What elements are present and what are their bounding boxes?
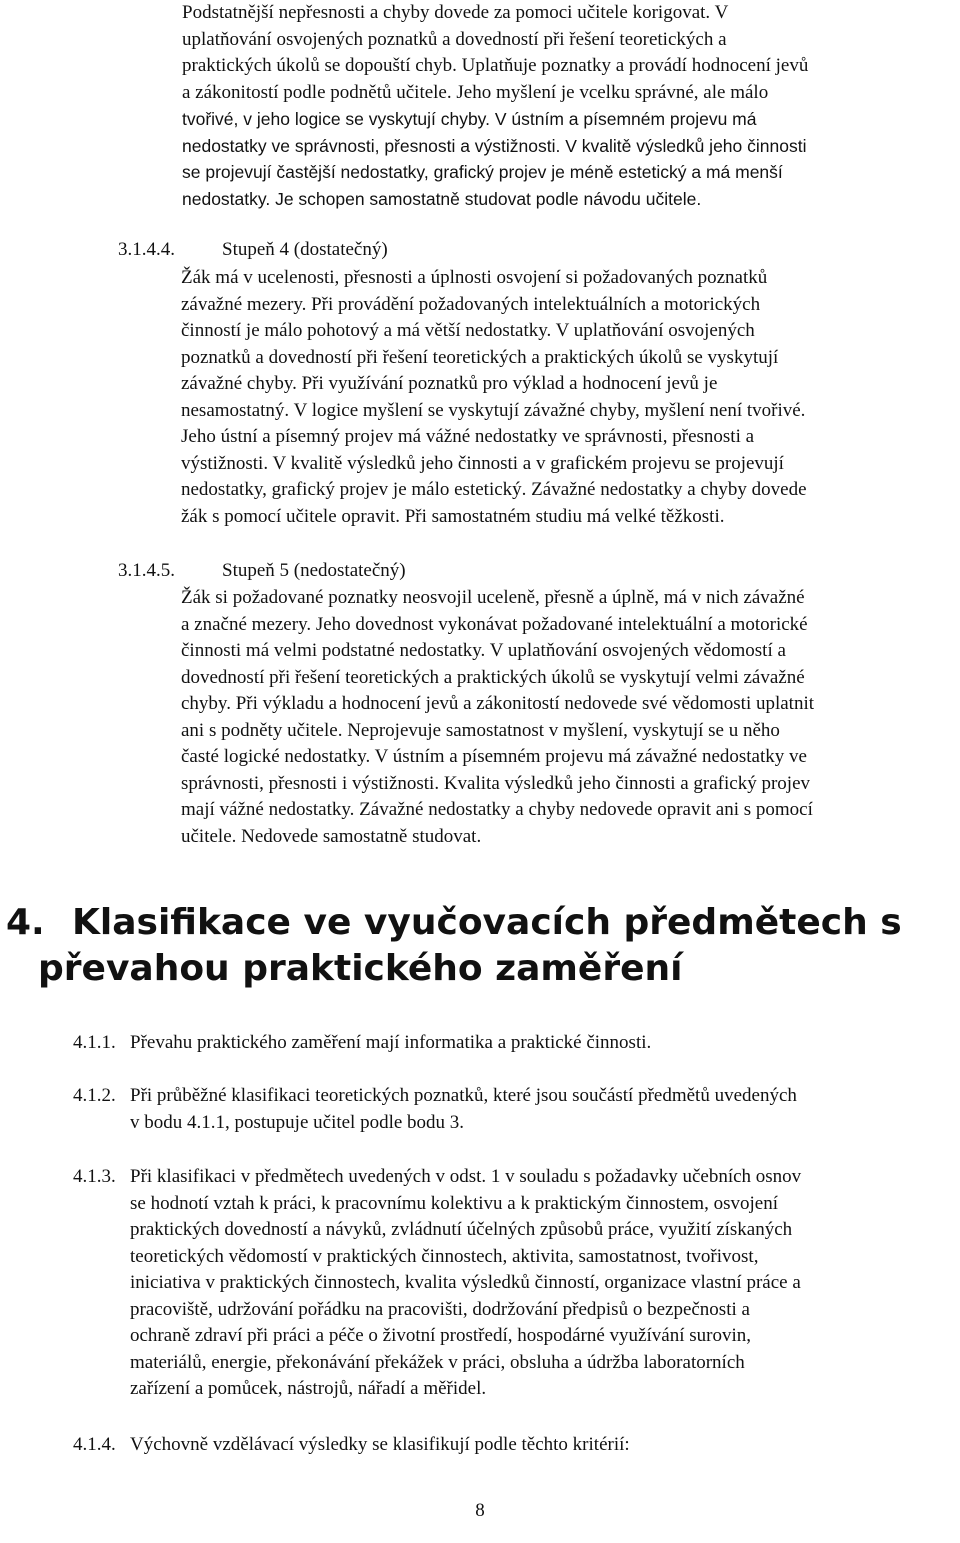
- text-line: a značné mezery. Jeho dovednost vykonávat požadované intelektuální a motorické: [181, 613, 808, 635]
- section-title: Stupeň 5 (nedostatečný): [222, 560, 406, 581]
- text-line: nedostatky, grafický projev je málo estetický. Závažné nedostatky a chyby dovede: [181, 479, 807, 500]
- text-line: Žák má v ucelenosti, přesnosti a úplnosti osvojení si požadovaných poznatků: [181, 267, 768, 288]
- text-line: ochraně zdraví při práci a péče o životní prostředí, hospodárné využívání surovin,: [130, 1325, 751, 1346]
- item-text: [130, 1432, 630, 1459]
- text-line: žák s pomocí učitele opravit. Při samostatném studiu má velké těžkosti.: [181, 505, 725, 527]
- text-line: Výchovně vzdělávací výsledky se klasifikují podle těchto kritérií:: [130, 1434, 630, 1455]
- text-line: praktických úkolů se dopouští chyb. Uplatňuje poznatky a provádí hodnocení jevů: [182, 55, 809, 76]
- text-line: ani s podněty učitele. Neprojevuje samostatnost v myšlení, vyskytují se u něho: [181, 719, 780, 741]
- chapter-heading: [6, 900, 956, 992]
- text-line: činností je málo pohotový a má větší nedostatky. V uplatňování osvojených: [181, 320, 755, 341]
- item-number: 4.1.1.: [73, 1032, 116, 1053]
- text-line: Převahu praktického zaměření mají informatika a praktické činnosti.: [130, 1032, 652, 1053]
- section-title: Stupeň 4 (dostatečný): [222, 239, 388, 260]
- text-line: pracoviště, udržování pořádku na pracovišti, dodržování předpisů o bezpečnosti a: [130, 1298, 750, 1320]
- text-line: uplatňování osvojených poznatků a dovedností při řešení teoretických a: [182, 28, 727, 50]
- text-line: praktických dovedností a návyků, zvládnutí účelných způsobů práce, využití získaných: [130, 1219, 793, 1240]
- text-line: časté logické nedostatky. V ústním a písemném projevu má závažné nedostatky ve: [181, 746, 807, 767]
- text-line: zařízení a pomůcek, nástrojů, nářadí a měřidel.: [130, 1378, 487, 1399]
- text-line: tvořivé, v jeho logice se vyskytují chyby. V ústním a písemném projevu má: [182, 109, 757, 129]
- text-line: správnosti, přesnosti i výstižnosti. Kvalita výsledků jeho činnosti a grafický projev: [181, 772, 811, 794]
- text-line: iniciativa v praktických činnostech, kvalita výsledků činností, organizace vlastní práce a: [130, 1272, 801, 1293]
- text-line: učitele. Nedovede samostatně studovat.: [181, 825, 482, 847]
- text-line: nedostatky ve správnosti, přesnosti a výstižnosti. V kvalitě výsledků jeho činnosti: [182, 135, 807, 156]
- text-line: materiálů, energie, překonávání překážek v práci, obsluha a údržba laboratorních: [130, 1351, 745, 1373]
- text-line: Jeho ústní a písemný projev má vážné nedostatky ve správnosti, přesnosti a: [181, 426, 755, 447]
- item-number: 4.1.3.: [73, 1166, 116, 1187]
- text-line: závažné chyby. Při využívání poznatků pro výklad a hodnocení jevů je: [181, 373, 718, 394]
- item-text: [130, 1030, 651, 1057]
- section-number: 3.1.4.5.: [118, 560, 175, 581]
- section-paragraph: [181, 265, 807, 530]
- section-number: 3.1.4.4.: [118, 239, 175, 260]
- text-line: dovedností při řešení teoretických a praktických úkolů se vyskytují velmi závažné: [181, 666, 805, 688]
- chapter-title-part-1: Klasifikace ve vyučovacích předmětech s: [72, 902, 902, 943]
- text-line: se hodnotí vztah k práci, k pracovnímu kolektivu a k praktickým činnostem, osvojení: [130, 1192, 778, 1214]
- text-line: teoretických vědomostí v praktických činnostech, aktivita, samostatnost, tvořivost,: [130, 1245, 759, 1267]
- page-number: 8: [475, 1500, 485, 1521]
- text-line: Žák si požadované poznatky neosvojil uceleně, přesně a úplně, má v nich závažné: [181, 587, 805, 608]
- intro-paragraph: [182, 0, 808, 212]
- text-line: Podstatnější nepřesnosti a chyby dovede za pomoci učitele korigovat. V: [182, 2, 729, 23]
- text-line: nesamostatný. V logice myšlení se vyskytují závažné chyby, myšlení není tvořivé.: [181, 399, 806, 421]
- text-line: a zákonitostí podle podnětů učitele. Jeho myšlení je vcelku správné, ale málo: [182, 81, 769, 103]
- text-line: Při průběžné klasifikaci teoretických poznatků, které jsou součástí předmětů uvedených: [130, 1085, 797, 1106]
- text-line: výstižnosti. V kvalitě výsledků jeho činnosti a v grafickém projevu se projevují: [181, 452, 784, 474]
- chapter-heading-line-2: převahou praktického zaměření: [38, 948, 683, 989]
- text-line: mají vážné nedostatky. Závažné nedostatky a chyby nedovede opravit ani s pomocí: [181, 799, 813, 820]
- text-line: se projevují častější nedostatky, grafický projev je méně estetický a má menší: [182, 162, 783, 182]
- chapter-number: 4.: [6, 902, 45, 943]
- chapter-heading-line-1: [6, 900, 956, 946]
- item-text: [130, 1164, 801, 1403]
- item-number: 4.1.2.: [73, 1085, 116, 1106]
- text-line: činnosti má velmi podstatné nedostatky. V uplatňování osvojených vědomostí a: [181, 640, 786, 661]
- text-line: v bodu 4.1.1, postupuje učitel podle bodu 3.: [130, 1111, 465, 1133]
- text-line: závažné mezery. Při provádění požadovaných intelektuálních a motorických: [181, 293, 761, 315]
- text-line: poznatků a dovedností při řešení teoretických a praktických úkolů se vyskytují: [181, 346, 779, 368]
- item-number: 4.1.4.: [73, 1434, 116, 1455]
- section-paragraph: [181, 585, 814, 850]
- text-line: Při klasifikaci v předmětech uvedených v odst. 1 v souladu s požadavky učebních osnov: [130, 1166, 802, 1187]
- item-text: [130, 1083, 797, 1136]
- text-line: chyby. Při výkladu a hodnocení jevů a zákonitostí nedovede své vědomosti uplatnit: [181, 693, 815, 714]
- text-line: nedostatky. Je schopen samostatně studovat podle návodu učitele.: [182, 188, 702, 209]
